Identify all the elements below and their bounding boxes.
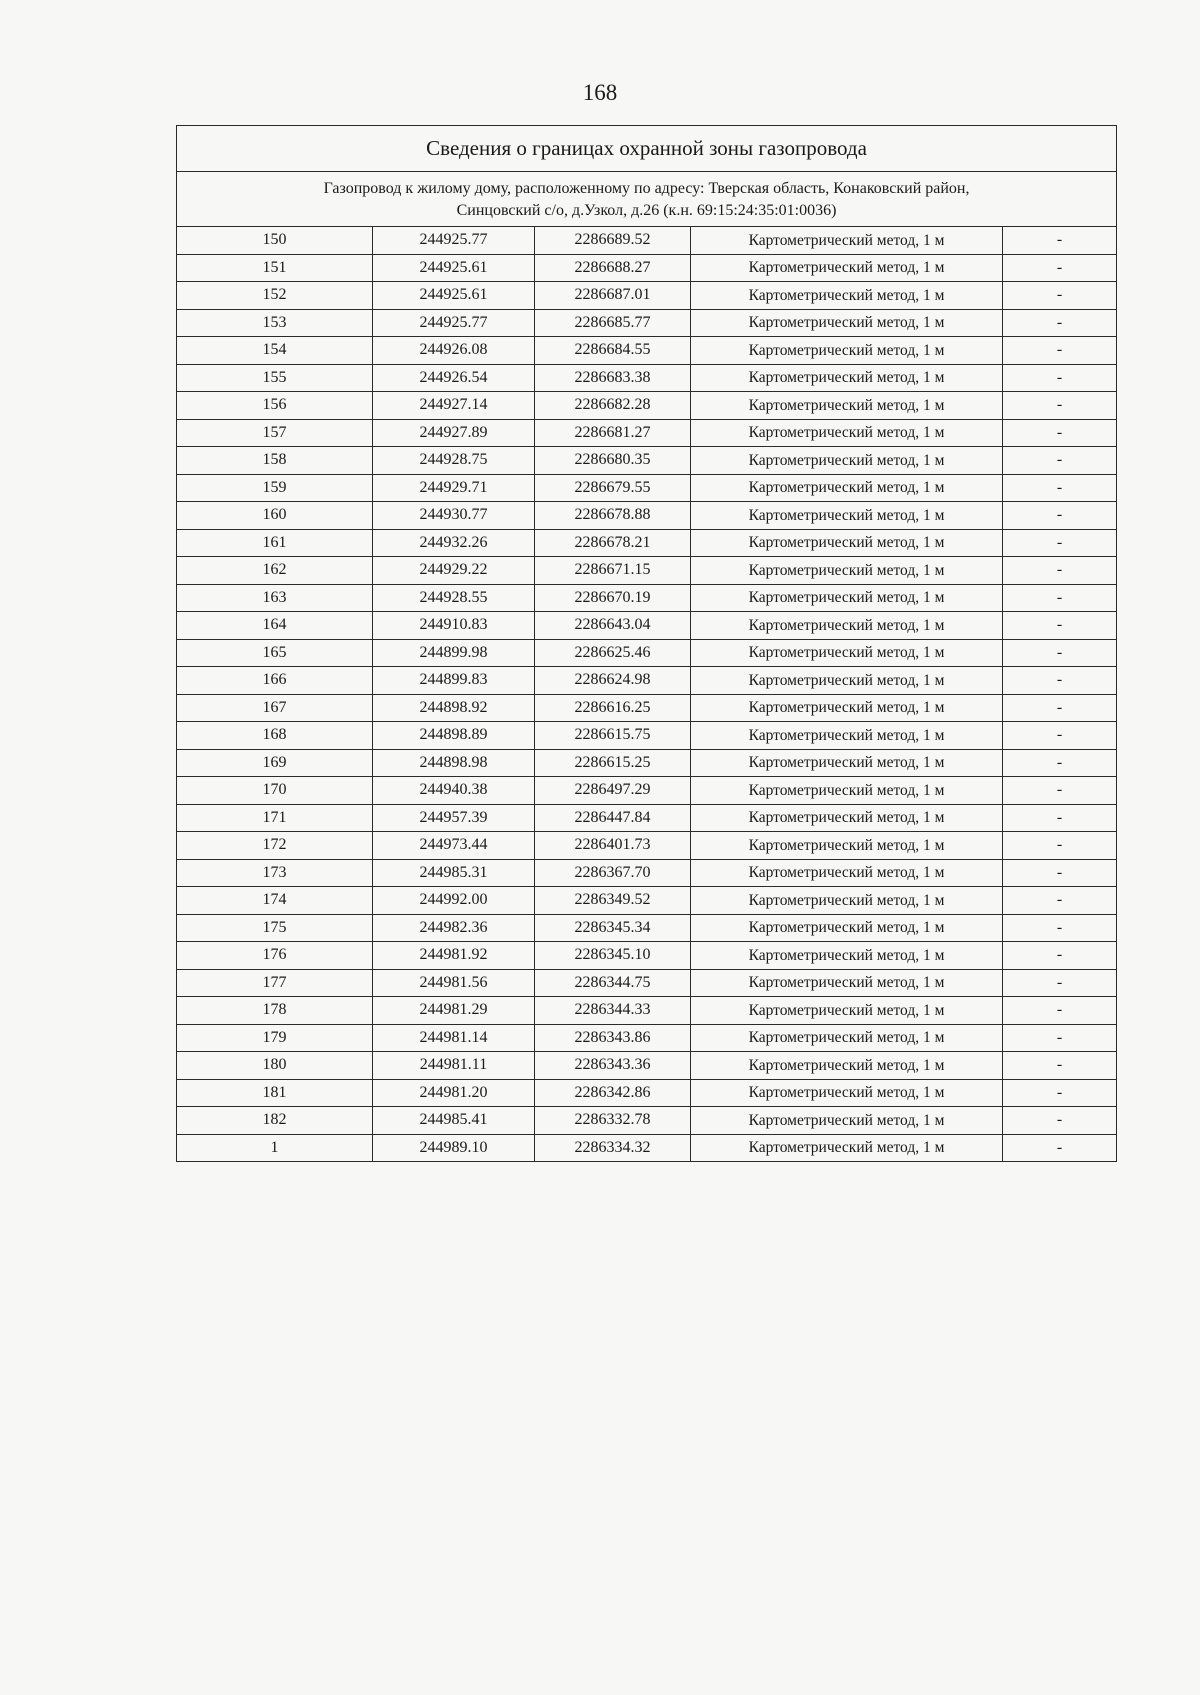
method-cell: Картометрический метод, 1 м <box>691 364 1003 392</box>
y-coordinate-cell: 2286401.73 <box>535 832 691 860</box>
table-row <box>177 914 1117 942</box>
method-cell: Картометрический метод, 1 м <box>691 1079 1003 1107</box>
point-number-cell: 150 <box>177 227 373 255</box>
point-number-cell: 160 <box>177 502 373 530</box>
point-number-cell: 177 <box>177 969 373 997</box>
point-number-cell: 178 <box>177 997 373 1025</box>
note-cell: - <box>1003 1024 1117 1052</box>
note-cell: - <box>1003 942 1117 970</box>
x-coordinate-cell: 244973.44 <box>373 832 535 860</box>
table-row <box>177 529 1117 557</box>
note-cell: - <box>1003 914 1117 942</box>
method-cell: Картометрический метод, 1 м <box>691 529 1003 557</box>
x-coordinate-cell: 244910.83 <box>373 612 535 640</box>
point-number-cell: 156 <box>177 392 373 420</box>
x-coordinate-cell: 244930.77 <box>373 502 535 530</box>
point-number-cell: 179 <box>177 1024 373 1052</box>
method-cell: Картометрический метод, 1 м <box>691 419 1003 447</box>
y-coordinate-cell: 2286671.15 <box>535 557 691 585</box>
method-cell: Картометрический метод, 1 м <box>691 1134 1003 1162</box>
point-number-cell: 152 <box>177 282 373 310</box>
table-row <box>177 749 1117 777</box>
method-cell: Картометрический метод, 1 м <box>691 969 1003 997</box>
point-number-cell: 175 <box>177 914 373 942</box>
table-row <box>177 309 1117 337</box>
note-cell: - <box>1003 859 1117 887</box>
note-cell: - <box>1003 474 1117 502</box>
table-row <box>177 667 1117 695</box>
point-number-cell: 165 <box>177 639 373 667</box>
point-number-cell: 168 <box>177 722 373 750</box>
point-number-cell: 182 <box>177 1107 373 1135</box>
x-coordinate-cell: 244982.36 <box>373 914 535 942</box>
note-cell: - <box>1003 887 1117 915</box>
x-coordinate-cell: 244929.22 <box>373 557 535 585</box>
x-coordinate-cell: 244899.98 <box>373 639 535 667</box>
point-number-cell: 163 <box>177 584 373 612</box>
method-cell: Картометрический метод, 1 м <box>691 1024 1003 1052</box>
table-row <box>177 419 1117 447</box>
point-number-cell: 164 <box>177 612 373 640</box>
table-row <box>177 1024 1117 1052</box>
y-coordinate-cell: 2286349.52 <box>535 887 691 915</box>
y-coordinate-cell: 2286332.78 <box>535 1107 691 1135</box>
y-coordinate-cell: 2286688.27 <box>535 254 691 282</box>
point-number-cell: 180 <box>177 1052 373 1080</box>
table-body <box>177 126 1117 1162</box>
note-cell: - <box>1003 282 1117 310</box>
table-row <box>177 227 1117 255</box>
x-coordinate-cell: 244925.77 <box>373 227 535 255</box>
note-cell: - <box>1003 392 1117 420</box>
point-number-cell: 154 <box>177 337 373 365</box>
table-row <box>177 1134 1117 1162</box>
x-coordinate-cell: 244928.55 <box>373 584 535 612</box>
point-number-cell: 167 <box>177 694 373 722</box>
y-coordinate-cell: 2286345.34 <box>535 914 691 942</box>
boundary-table <box>176 125 1117 1162</box>
table-row <box>177 887 1117 915</box>
point-number-cell: 181 <box>177 1079 373 1107</box>
y-coordinate-cell: 2286679.55 <box>535 474 691 502</box>
method-cell: Картометрический метод, 1 м <box>691 309 1003 337</box>
y-coordinate-cell: 2286343.86 <box>535 1024 691 1052</box>
method-cell: Картометрический метод, 1 м <box>691 667 1003 695</box>
method-cell: Картометрический метод, 1 м <box>691 584 1003 612</box>
note-cell: - <box>1003 227 1117 255</box>
point-number-cell: 174 <box>177 887 373 915</box>
note-cell: - <box>1003 1107 1117 1135</box>
table-row <box>177 337 1117 365</box>
table-row <box>177 997 1117 1025</box>
y-coordinate-cell: 2286687.01 <box>535 282 691 310</box>
y-coordinate-cell: 2286615.25 <box>535 749 691 777</box>
method-cell: Картометрический метод, 1 м <box>691 254 1003 282</box>
table-row <box>177 282 1117 310</box>
point-number-cell: 169 <box>177 749 373 777</box>
method-cell: Картометрический метод, 1 м <box>691 612 1003 640</box>
y-coordinate-cell: 2286685.77 <box>535 309 691 337</box>
x-coordinate-cell: 244985.41 <box>373 1107 535 1135</box>
table-row <box>177 804 1117 832</box>
note-cell: - <box>1003 502 1117 530</box>
note-cell: - <box>1003 309 1117 337</box>
table-row <box>177 722 1117 750</box>
y-coordinate-cell: 2286680.35 <box>535 447 691 475</box>
x-coordinate-cell: 244925.77 <box>373 309 535 337</box>
x-coordinate-cell: 244927.89 <box>373 419 535 447</box>
method-cell: Картометрический метод, 1 м <box>691 474 1003 502</box>
method-cell: Картометрический метод, 1 м <box>691 997 1003 1025</box>
y-coordinate-cell: 2286343.36 <box>535 1052 691 1080</box>
y-coordinate-cell: 2286689.52 <box>535 227 691 255</box>
note-cell: - <box>1003 364 1117 392</box>
note-cell: - <box>1003 777 1117 805</box>
x-coordinate-cell: 244898.89 <box>373 722 535 750</box>
x-coordinate-cell: 244981.11 <box>373 1052 535 1080</box>
method-cell: Картометрический метод, 1 м <box>691 1107 1003 1135</box>
y-coordinate-cell: 2286678.88 <box>535 502 691 530</box>
method-cell: Картометрический метод, 1 м <box>691 392 1003 420</box>
method-cell: Картометрический метод, 1 м <box>691 914 1003 942</box>
table-row <box>177 447 1117 475</box>
point-number-cell: 162 <box>177 557 373 585</box>
y-coordinate-cell: 2286670.19 <box>535 584 691 612</box>
note-cell: - <box>1003 639 1117 667</box>
y-coordinate-cell: 2286681.27 <box>535 419 691 447</box>
method-cell: Картометрический метод, 1 м <box>691 282 1003 310</box>
x-coordinate-cell: 244929.71 <box>373 474 535 502</box>
y-coordinate-cell: 2286615.75 <box>535 722 691 750</box>
point-number-cell: 161 <box>177 529 373 557</box>
note-cell: - <box>1003 804 1117 832</box>
y-coordinate-cell: 2286334.32 <box>535 1134 691 1162</box>
table-row <box>177 364 1117 392</box>
x-coordinate-cell: 244898.92 <box>373 694 535 722</box>
point-number-cell: 155 <box>177 364 373 392</box>
table-row <box>177 254 1117 282</box>
x-coordinate-cell: 244925.61 <box>373 282 535 310</box>
note-cell: - <box>1003 447 1117 475</box>
point-number-cell: 151 <box>177 254 373 282</box>
subtitle-line-1: Газопровод к жилому дому, расположенному по адресу: Тверская область, Конаковский район, <box>323 180 970 197</box>
table-row <box>177 639 1117 667</box>
x-coordinate-cell: 244932.26 <box>373 529 535 557</box>
table-row <box>177 832 1117 860</box>
note-cell: - <box>1003 419 1117 447</box>
x-coordinate-cell: 244899.83 <box>373 667 535 695</box>
x-coordinate-cell: 244981.14 <box>373 1024 535 1052</box>
method-cell: Картометрический метод, 1 м <box>691 447 1003 475</box>
note-cell: - <box>1003 832 1117 860</box>
method-cell: Картометрический метод, 1 м <box>691 859 1003 887</box>
table-row <box>177 1079 1117 1107</box>
x-coordinate-cell: 244981.56 <box>373 969 535 997</box>
note-cell: - <box>1003 612 1117 640</box>
note-cell: - <box>1003 584 1117 612</box>
note-cell: - <box>1003 1052 1117 1080</box>
note-cell: - <box>1003 997 1117 1025</box>
y-coordinate-cell: 2286447.84 <box>535 804 691 832</box>
method-cell: Картометрический метод, 1 м <box>691 639 1003 667</box>
y-coordinate-cell: 2286678.21 <box>535 529 691 557</box>
y-coordinate-cell: 2286616.25 <box>535 694 691 722</box>
note-cell: - <box>1003 667 1117 695</box>
note-cell: - <box>1003 722 1117 750</box>
y-coordinate-cell: 2286497.29 <box>535 777 691 805</box>
point-number-cell: 173 <box>177 859 373 887</box>
x-coordinate-cell: 244925.61 <box>373 254 535 282</box>
table-row <box>177 612 1117 640</box>
method-cell: Картометрический метод, 1 м <box>691 1052 1003 1080</box>
subtitle-line-2: Синцовский с/о, д.Узкол, д.26 (к.н. 69:15:24:35:01:0036) <box>456 202 837 219</box>
x-coordinate-cell: 244926.54 <box>373 364 535 392</box>
x-coordinate-cell: 244926.08 <box>373 337 535 365</box>
note-cell: - <box>1003 749 1117 777</box>
table-title-row <box>177 126 1117 172</box>
table-row <box>177 777 1117 805</box>
note-cell: - <box>1003 337 1117 365</box>
point-number-cell: 171 <box>177 804 373 832</box>
point-number-cell: 166 <box>177 667 373 695</box>
method-cell: Картометрический метод, 1 м <box>691 832 1003 860</box>
x-coordinate-cell: 244898.98 <box>373 749 535 777</box>
y-coordinate-cell: 2286345.10 <box>535 942 691 970</box>
table-subtitle <box>177 172 1117 227</box>
y-coordinate-cell: 2286342.86 <box>535 1079 691 1107</box>
point-number-cell: 1 <box>177 1134 373 1162</box>
note-cell: - <box>1003 1134 1117 1162</box>
method-cell: Картометрический метод, 1 м <box>691 557 1003 585</box>
table-row <box>177 969 1117 997</box>
table-row <box>177 557 1117 585</box>
table-title: Сведения о границах охранной зоны газопровода <box>177 126 1117 172</box>
method-cell: Картометрический метод, 1 м <box>691 337 1003 365</box>
method-cell: Картометрический метод, 1 м <box>691 694 1003 722</box>
x-coordinate-cell: 244940.38 <box>373 777 535 805</box>
table-row <box>177 392 1117 420</box>
y-coordinate-cell: 2286367.70 <box>535 859 691 887</box>
y-coordinate-cell: 2286682.28 <box>535 392 691 420</box>
x-coordinate-cell: 244957.39 <box>373 804 535 832</box>
x-coordinate-cell: 244928.75 <box>373 447 535 475</box>
method-cell: Картометрический метод, 1 м <box>691 804 1003 832</box>
table-row <box>177 942 1117 970</box>
note-cell: - <box>1003 254 1117 282</box>
table-row <box>177 1107 1117 1135</box>
x-coordinate-cell: 244927.14 <box>373 392 535 420</box>
y-coordinate-cell: 2286624.98 <box>535 667 691 695</box>
table-row <box>177 584 1117 612</box>
table-row <box>177 1052 1117 1080</box>
point-number-cell: 157 <box>177 419 373 447</box>
x-coordinate-cell: 244985.31 <box>373 859 535 887</box>
note-cell: - <box>1003 969 1117 997</box>
method-cell: Картометрический метод, 1 м <box>691 942 1003 970</box>
note-cell: - <box>1003 1079 1117 1107</box>
x-coordinate-cell: 244981.92 <box>373 942 535 970</box>
table-row <box>177 859 1117 887</box>
x-coordinate-cell: 244989.10 <box>373 1134 535 1162</box>
method-cell: Картометрический метод, 1 м <box>691 777 1003 805</box>
y-coordinate-cell: 2286344.33 <box>535 997 691 1025</box>
table-subtitle-row <box>177 172 1117 227</box>
y-coordinate-cell: 2286643.04 <box>535 612 691 640</box>
table-row <box>177 474 1117 502</box>
method-cell: Картометрический метод, 1 м <box>691 887 1003 915</box>
point-number-cell: 159 <box>177 474 373 502</box>
method-cell: Картометрический метод, 1 м <box>691 749 1003 777</box>
method-cell: Картометрический метод, 1 м <box>691 502 1003 530</box>
point-number-cell: 172 <box>177 832 373 860</box>
y-coordinate-cell: 2286625.46 <box>535 639 691 667</box>
x-coordinate-cell: 244992.00 <box>373 887 535 915</box>
point-number-cell: 176 <box>177 942 373 970</box>
page-number: 168 <box>582 80 618 105</box>
table-row <box>177 502 1117 530</box>
note-cell: - <box>1003 557 1117 585</box>
point-number-cell: 153 <box>177 309 373 337</box>
point-number-cell: 170 <box>177 777 373 805</box>
note-cell: - <box>1003 529 1117 557</box>
y-coordinate-cell: 2286683.38 <box>535 364 691 392</box>
x-coordinate-cell: 244981.20 <box>373 1079 535 1107</box>
method-cell: Картометрический метод, 1 м <box>691 227 1003 255</box>
table-row <box>177 694 1117 722</box>
y-coordinate-cell: 2286344.75 <box>535 969 691 997</box>
note-cell: - <box>1003 694 1117 722</box>
method-cell: Картометрический метод, 1 м <box>691 722 1003 750</box>
x-coordinate-cell: 244981.29 <box>373 997 535 1025</box>
point-number-cell: 158 <box>177 447 373 475</box>
y-coordinate-cell: 2286684.55 <box>535 337 691 365</box>
